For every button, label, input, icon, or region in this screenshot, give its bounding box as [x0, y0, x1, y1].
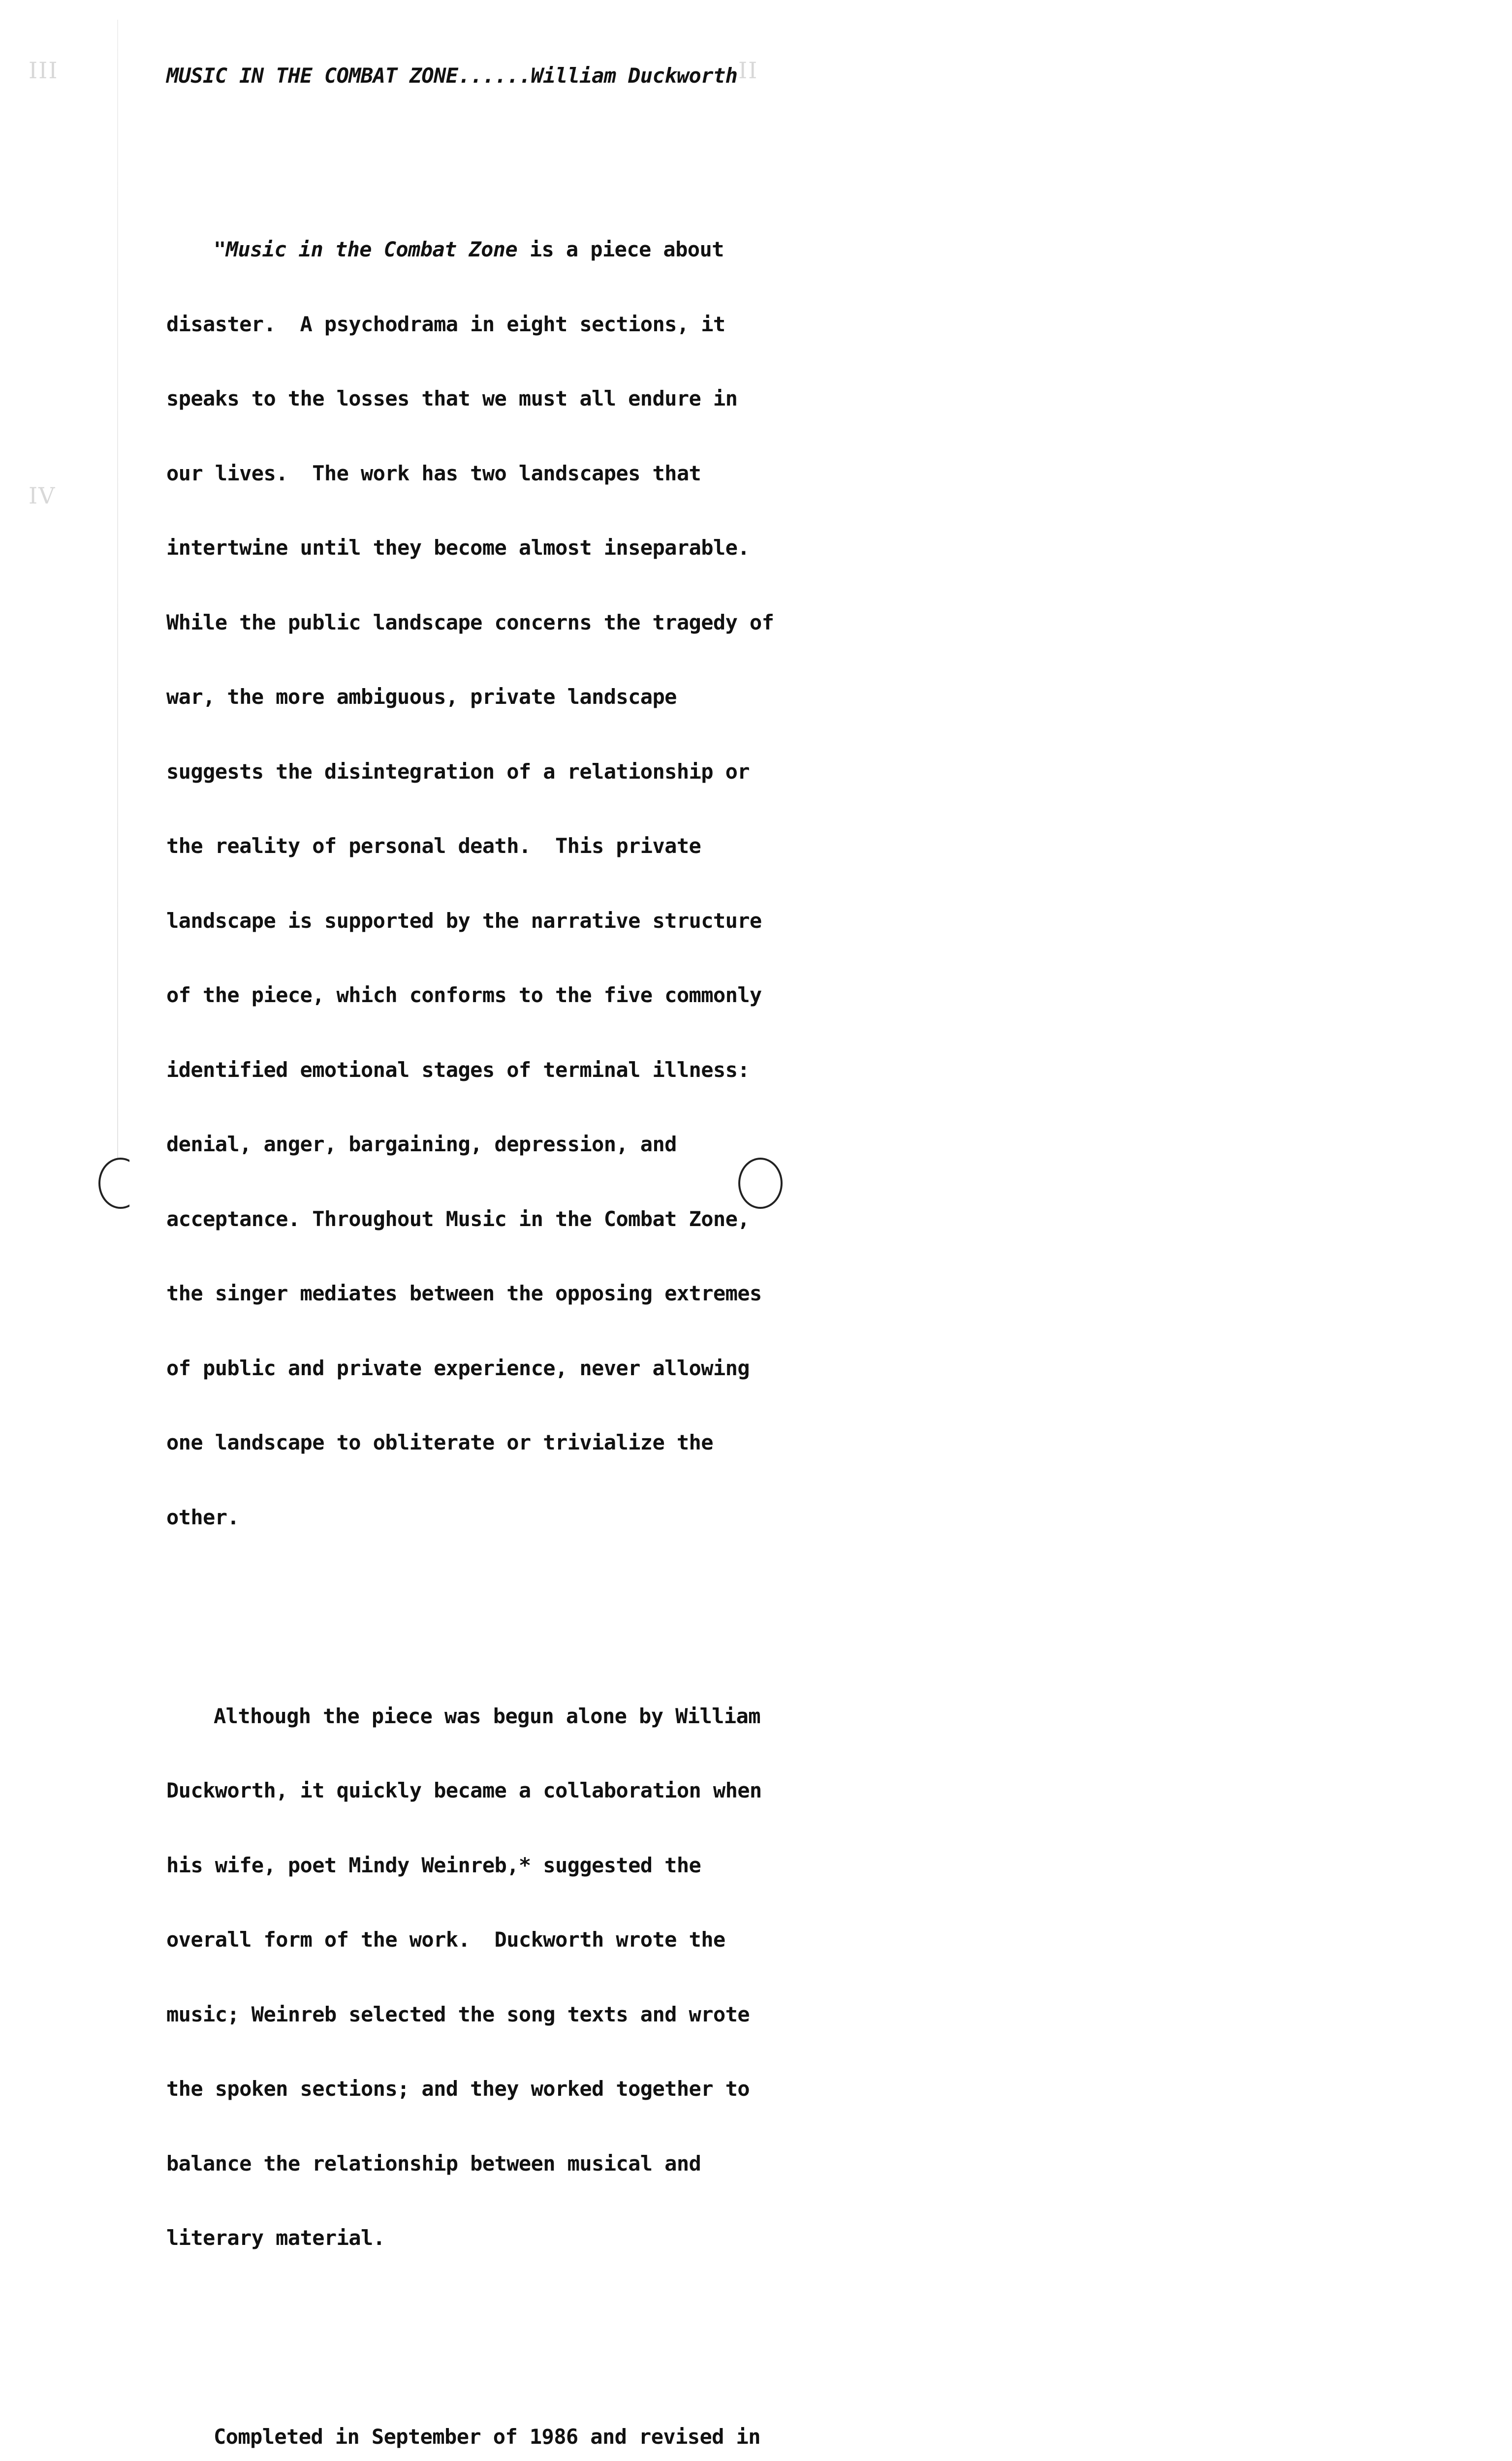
- text-line: our lives. The work has two landscapes that: [166, 461, 701, 485]
- paragraph-completion: [166, 2375, 796, 2461]
- composer-name: William Duckworth: [531, 63, 738, 88]
- paragraph-collaboration: [166, 1654, 796, 2301]
- page-margin-line: [117, 20, 118, 1181]
- paragraph-description: [166, 188, 796, 1579]
- title-dots: ......: [458, 63, 531, 88]
- text-line: acceptance. Throughout Music in the Combat Zone,: [166, 1206, 750, 1231]
- text-line: the reality of personal death. This private: [166, 834, 701, 858]
- text-line: denial, anger, bargaining, depression, and: [166, 1132, 677, 1156]
- text-run: is a piece about: [517, 237, 724, 261]
- text-line: the singer mediates between the opposing extremes: [166, 1281, 762, 1305]
- text-line: identified emotional stages of terminal illness:: [166, 1057, 750, 1082]
- text-run: ": [214, 237, 226, 261]
- bleed-through-numeral: II: [738, 57, 758, 84]
- text-line: music; Weinreb selected the song texts and wrote: [166, 2002, 750, 2026]
- bleed-through-numeral: IV: [29, 482, 56, 509]
- text-line: landscape is supported by the narrative structure: [166, 908, 762, 933]
- text-line: Duckworth, it quickly became a collaboration when: [166, 1778, 762, 1802]
- text-line: [166, 237, 796, 262]
- text-line: literary material.: [166, 2226, 385, 2250]
- italic-title: Music in the Combat Zone: [225, 237, 518, 261]
- text-line: of public and private experience, never allowing: [166, 1356, 750, 1380]
- text-line: of the piece, which conforms to the five commonly: [166, 983, 762, 1007]
- text-line: overall form of the work. Duckworth wrote the: [166, 1927, 725, 1952]
- text-line: Although the piece was begun alone by William: [214, 1704, 760, 1728]
- page-title: [166, 63, 796, 89]
- text-line: While the public landscape concerns the tragedy of: [166, 610, 774, 634]
- text-line: suggests the disintegration of a relationship or: [166, 759, 750, 784]
- text-line: war, the more ambiguous, private landscape: [166, 685, 677, 709]
- text-line: disaster. A psychodrama in eight sections, it: [166, 312, 725, 336]
- text-line: one landscape to obliterate or trivialize the: [166, 1430, 713, 1454]
- program-note-text: [166, 14, 796, 2461]
- text-line: intertwine until they become almost inseparable.: [166, 536, 750, 560]
- text-line: the spoken sections; and they worked together to: [166, 2077, 750, 2101]
- text-line: balance the relationship between musical and: [166, 2151, 701, 2176]
- work-title: MUSIC IN THE COMBAT ZONE: [166, 63, 458, 88]
- text-line: other.: [166, 1505, 240, 1529]
- text-line: Completed in September of 1986 and revised in: [214, 2425, 760, 2449]
- page-blank-area: [796, 16, 1512, 1196]
- text-line: speaks to the losses that we must all endure in: [166, 386, 738, 410]
- bleed-through-numeral: III: [29, 57, 59, 84]
- text-line: his wife, poet Mindy Weinreb,* suggested the: [166, 1853, 701, 1877]
